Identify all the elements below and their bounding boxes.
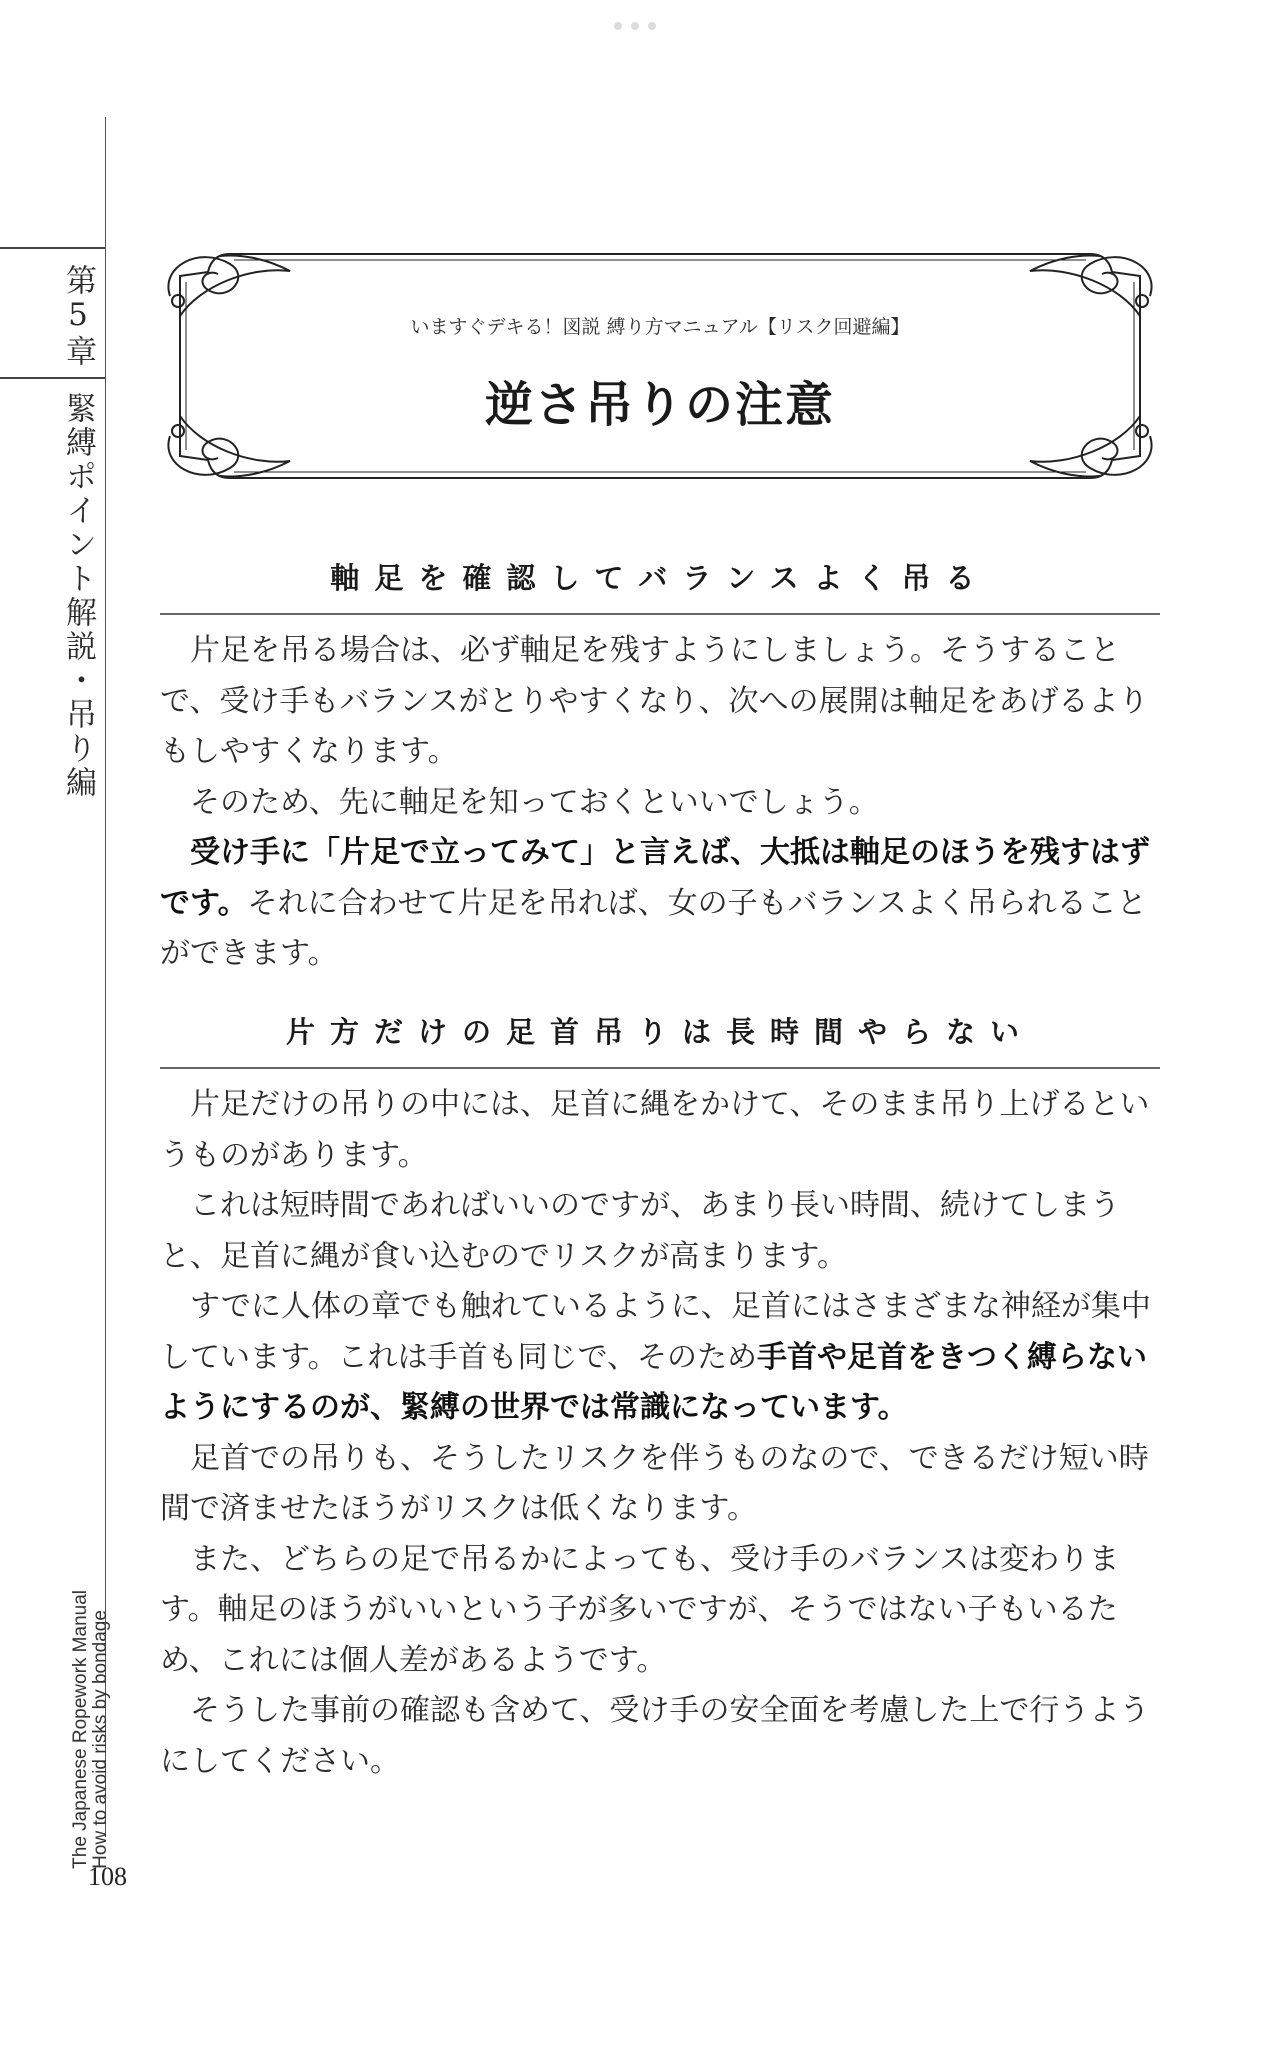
section2-paragraph: 片足だけの吊りの中には、足首に縄をかけて、そのまま吊り上げるというものがあります。 — [160, 1087, 1150, 1173]
section1-paragraph: そのため、先に軸足を知っておくといいでしょう。 — [190, 784, 879, 820]
page-number: 108 — [88, 1862, 127, 1891]
section2-paragraph: また、どちらの足で吊るかによっても、受け手のバランスは変わります。軸足のほうがいいという子が多いですが、そうではない子もいるため、これには個人差があるようです。 — [160, 1541, 1120, 1678]
section2-rule — [160, 1067, 1160, 1069]
section2-paragraph: これは短時間であればいいのですが、あまり長い時間、続けてしまうと、足首に縄が食い込むのでリスクが高まります。 — [160, 1188, 1120, 1274]
chapter-rule-bottom — [0, 377, 105, 379]
section1-body — [160, 626, 1160, 980]
section1-rule — [160, 613, 1160, 615]
title-frame — [160, 246, 1160, 486]
section2-paragraph: そうした事前の確認も含めて、受け手の安全面を考慮した上で行うようにしてください。 — [160, 1693, 1150, 1779]
book-title-line2: How to avoid risks by bondage — [90, 1610, 111, 1869]
book-title — [71, 1590, 111, 1869]
section1-heading: 軸足を確認してバランスよく吊る — [330, 561, 990, 595]
section2-paragraph: 足首での吊りも、そうしたリスクを伴うものなので、できるだけ短い時間で済ませたほうがリスクは低くなります。 — [160, 1440, 1149, 1526]
bold-text: 受け手に「片足で立ってみて」と言えば、大抵は軸足のほうを残すはずです。 — [160, 835, 1150, 921]
title-kicker: いますぐデキる！図説 縛り方マニュアル【リスク回避編】 — [410, 316, 910, 338]
section2-paragraph — [160, 1282, 1160, 1434]
chapter-label: 第5章 — [60, 264, 96, 368]
paragraph-text: すでに人体の章でも触れているように、足首にはさまざまな神経が集中しています。これは手首も同じで、そのため — [160, 1289, 1151, 1375]
bold-text: 手首や足首をきつく縛らないようにするのが、緊縛の世界では常識になっています。 — [160, 1339, 1147, 1425]
page-title: 逆さ吊りの注意 — [484, 377, 835, 433]
section-label: 緊縛ポイント解説・吊り編 — [60, 392, 96, 800]
book-title-line1: The Japanese Ropework Manual — [70, 1590, 91, 1869]
section2-body — [160, 1080, 1160, 1787]
section1-paragraph: 片足を吊る場合は、必ず軸足を残すようにしましょう。そうすることで、受け手もバランスがとりやすくなり、次への展開は軸足をあげるよりもしやすくなります。 — [160, 633, 1149, 769]
paragraph-text: それに合わせて片足を吊れば、女の子もバランスよく吊られることができます。 — [160, 885, 1147, 971]
section1-paragraph — [160, 828, 1160, 980]
chapter-rule-top — [0, 247, 105, 249]
margin-divider — [105, 117, 106, 1837]
section2-heading: 片方だけの足首吊りは長時間やらない — [285, 1015, 1034, 1049]
page-indicator-dots — [614, 22, 656, 30]
